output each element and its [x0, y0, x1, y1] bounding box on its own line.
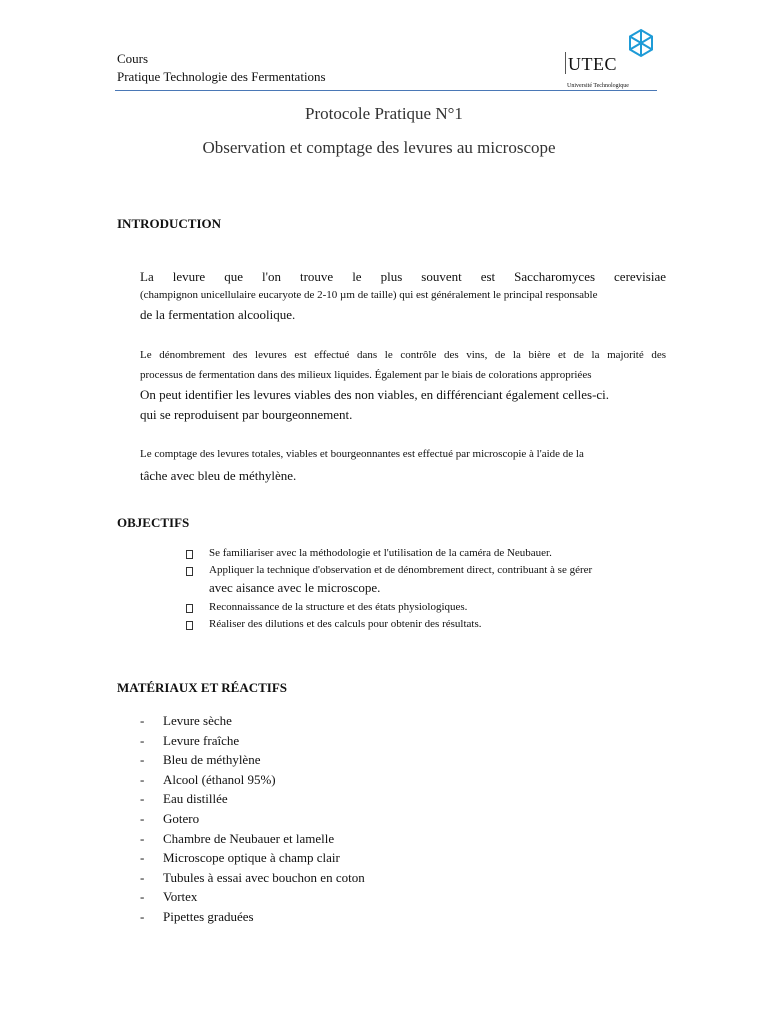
list-dash: -: [140, 850, 145, 866]
material-text: Vortex: [163, 889, 198, 905]
intro-paragraph-2: [140, 346, 666, 424]
intro-p1-line-1: La levure que l'on trouve le plus souvent est Saccharomyces cerevisiae: [140, 269, 666, 284]
material-item: [140, 731, 365, 751]
course-header: [117, 50, 326, 86]
intro-p2-line-3: On peut identifier les levures viables des non viables, en différenciant également celles-ci.: [140, 387, 610, 402]
material-text: Eau distillée: [163, 791, 228, 807]
logo-text: UTEC: [568, 54, 617, 74]
material-text: Bleu de méthylène: [163, 752, 261, 768]
material-text: Tubules à essai avec bouchon en coton: [163, 869, 365, 885]
materials-list: [140, 711, 365, 927]
material-item: [140, 907, 365, 927]
list-dash: -: [140, 791, 145, 807]
document-title: Protocole Pratique N°1: [305, 104, 463, 123]
utec-logo: [563, 28, 663, 94]
material-text: Microscope optique à champ clair: [163, 850, 340, 866]
objectives-heading: OBJECTIFS: [117, 515, 190, 530]
intro-p1-line-2: (champignon unicellulaire eucaryote de 2-10 µm de taille) qui est généralement le principal responsable: [140, 289, 598, 301]
document-subtitle: Observation et comptage des levures au microscope: [202, 138, 556, 157]
material-item: [140, 770, 365, 790]
objective-item: [186, 564, 666, 596]
objective-item: [186, 601, 666, 613]
material-item: [140, 848, 365, 868]
list-dash: -: [140, 771, 145, 787]
intro-paragraph-3: [140, 444, 666, 486]
intro-p3-line-2: tâche avec bleu de méthylène.: [140, 468, 297, 483]
logo-subtext: Université Technologique: [567, 83, 629, 89]
checkbox-bullet-icon: [186, 621, 193, 630]
objective-item: [186, 618, 666, 630]
material-text: Chambre de Neubauer et lamelle: [163, 830, 335, 846]
flower-logo-icon: [626, 28, 656, 58]
intro-p1-line-3: de la fermentation alcoolique.: [140, 307, 296, 322]
material-item: [140, 887, 365, 907]
header-rule: [115, 90, 657, 91]
objective-text: Reconnaissance de la structure et des états physiologiques.: [209, 601, 468, 613]
logo-divider: [565, 52, 566, 74]
list-dash: -: [140, 889, 145, 905]
material-text: Gotero: [163, 810, 200, 826]
intro-p2-line-1: Le dénombrement des levures est effectué dans le contrôle des vins, de la bière et de la majorité des: [140, 349, 666, 361]
material-text: Levure fraîche: [163, 732, 240, 748]
material-item: [140, 809, 365, 829]
materials-heading: MATÉRIAUX ET RÉACTIFS: [117, 680, 287, 695]
intro-paragraph-1: [140, 267, 666, 324]
intro-p2-line-4: qui se reproduisent par bourgeonnement.: [140, 406, 353, 422]
objective-text: Se familiariser avec la méthodologie et l'utilisation de la caméra de Neubauer.: [209, 547, 552, 559]
list-dash: -: [140, 752, 145, 768]
checkbox-bullet-icon: [186, 550, 193, 559]
intro-p3-line-1: Le comptage des levures totales, viables et bourgeonnantes est effectué par microscopie à l'aide de la: [140, 448, 584, 460]
intro-p2-line-2: processus de fermentation dans des milieux liquides. Également par le biais de colorations appropriées: [140, 368, 592, 381]
checkbox-bullet-icon: [186, 604, 193, 613]
material-item: [140, 829, 365, 849]
objective-text-continuation: avec aisance avec le microscope.: [209, 580, 381, 595]
material-item: [140, 868, 365, 888]
list-dash: -: [140, 869, 145, 885]
material-text: Levure sèche: [163, 713, 232, 728]
objectives-list: [186, 547, 666, 635]
objective-text: Réaliser des dilutions et des calculs pour obtenir des résultats.: [209, 618, 482, 630]
objective-item: [186, 547, 666, 559]
introduction-heading: INTRODUCTION: [117, 216, 222, 231]
material-item: [140, 711, 365, 731]
list-dash: -: [140, 830, 145, 846]
course-name: Pratique Technologie des Fermentations: [117, 69, 326, 84]
checkbox-bullet-icon: [186, 567, 193, 576]
list-dash: -: [140, 810, 145, 826]
material-item: [140, 750, 365, 770]
list-dash: -: [140, 732, 145, 748]
course-label: Cours: [117, 51, 149, 66]
material-text: Alcool (éthanol 95%): [163, 771, 276, 787]
material-item: [140, 789, 365, 809]
list-dash: -: [140, 713, 145, 728]
objective-text: Appliquer la technique d'observation et de dénombrement direct, contribuant à se gérer: [209, 564, 593, 576]
list-dash: -: [140, 908, 145, 924]
material-text: Pipettes graduées: [163, 908, 254, 924]
